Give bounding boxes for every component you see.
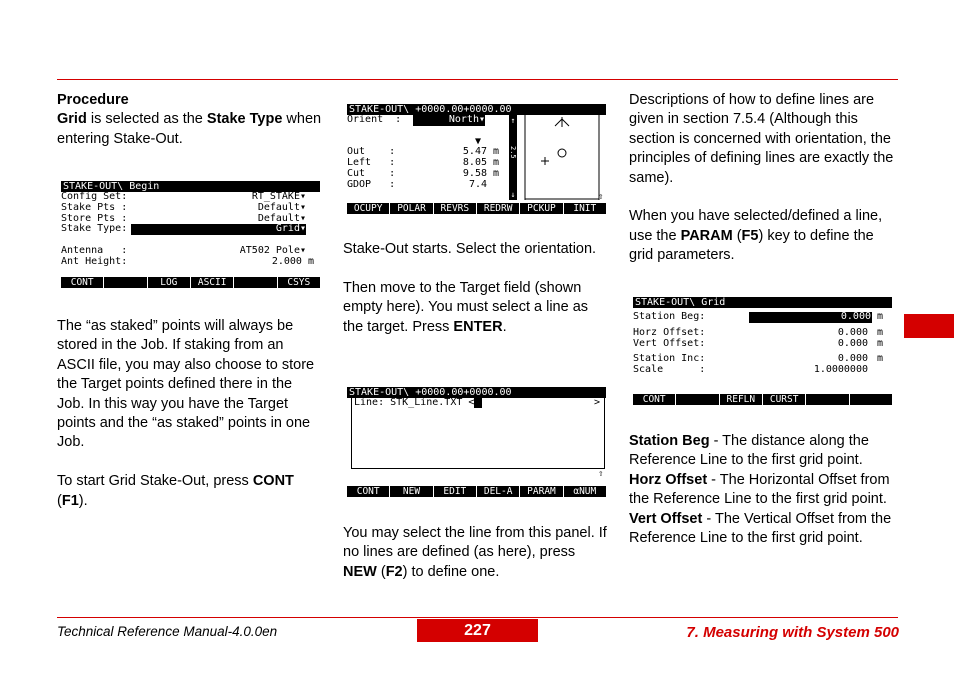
screen2-row: Out : 5.47 m — [347, 146, 500, 158]
plot-scale-label: 2.5 — [509, 146, 517, 159]
col2-paragraph-1: Stake-Out starts. Select the orientation. — [343, 241, 597, 257]
screen3-function-keys — [347, 486, 606, 497]
column-2-lower — [343, 524, 611, 582]
fkey-refln[interactable]: REFLN — [720, 394, 763, 405]
screen1-row: Config Set: RT_STAKE▾ — [61, 191, 306, 202]
station-beg-selected[interactable]: 0.000 — [749, 312, 872, 323]
screen1-row: Stake Pts : Default▾ — [61, 201, 306, 213]
col3-paragraph-2: When you have selected/defined a line, use the PARAM (F5) key to define the grid parameters. — [629, 208, 883, 264]
vert-offset-definition: Vert Offset - The Vertical Offset from the Reference Line to the first grid point. — [629, 510, 892, 547]
fkey-log[interactable]: LOG — [148, 277, 191, 288]
screen1-row: Store Pts : Default▾ — [61, 212, 306, 224]
down-arrow-icon: ▼ — [475, 135, 482, 147]
fkey-cont[interactable]: CONT — [633, 394, 676, 405]
screen-stakeout-orient — [347, 104, 606, 204]
fkey-redrw[interactable]: REDRW — [477, 203, 520, 214]
screen2-row: Cut : 9.58 m — [347, 167, 500, 179]
page-number: 227 — [417, 619, 538, 642]
screen2-row: GDOP : 7.4 — [347, 178, 487, 190]
fkey-init[interactable]: INIT — [564, 203, 606, 214]
fkey-curst[interactable]: CURST — [763, 394, 806, 405]
screen1-row: Ant Height: 2.000 m — [61, 255, 314, 267]
screen3-title: STAKE-OUT\ +0000.00+0000.00 — [347, 387, 606, 398]
column-3 — [629, 91, 899, 266]
fkey-ocupy[interactable]: OCUPY — [347, 203, 390, 214]
col3-paragraph-1: Descriptions of how to define lines are given in section 7.5.4 (Although this section is concerned with orientation, the principles of defining lines are exactly the same). — [629, 92, 894, 186]
column-3-lower — [629, 432, 899, 548]
fkey-csys[interactable]: CSYS — [278, 277, 320, 288]
orient-selected[interactable]: North▾ — [413, 115, 485, 126]
screen1-title: STAKE-OUT\ Begin — [61, 181, 320, 192]
screen4-title: STAKE-OUT\ Grid — [633, 297, 892, 308]
screen4-row: Station Inc: 0.000 m — [633, 353, 884, 365]
column-1-lower — [57, 317, 322, 511]
screen2-row: Left : 8.05 m — [347, 157, 500, 169]
screen2-title: STAKE-OUT\ +0000.00+0000.00 — [347, 104, 606, 115]
stakeout-plot — [509, 115, 606, 200]
fkey-alpha-num[interactable]: αNUM — [564, 486, 606, 497]
col1-paragraph-2: The “as staked” points will always be stored in the Job. If staking from an ASCII file, you may also choose to store the Target points defined there in the Job. In this way you have the Target points and the “as staked” points in one Job. — [57, 318, 315, 451]
fkey-param[interactable]: PARAM — [520, 486, 563, 497]
fkey-cont[interactable]: CONT — [347, 486, 390, 497]
screen2-function-keys — [347, 203, 606, 214]
col2-paragraph-2: Then move to the Target field (shown empty here). You must select a line as the target. Press ENTER. — [343, 279, 589, 335]
fkey-edit[interactable]: EDIT — [434, 486, 477, 497]
svg-text:↑: ↑ — [510, 116, 516, 125]
col1-paragraph-1: Grid is selected as the Stake Type when entering Stake-Out. — [57, 111, 322, 147]
screen4-row: Vert Offset: 0.000 m — [633, 337, 884, 349]
horz-offset-definition: Horz Offset - The Horizontal Offset from the Reference Line to the first grid point. — [629, 471, 890, 508]
col2-paragraph-3: You may select the line from this panel. If no lines are defined (as here), press NEW (F2) to define one. — [343, 525, 607, 580]
fkey-ascii[interactable]: ASCII — [191, 277, 234, 288]
fkey-del-a[interactable]: DEL-A — [477, 486, 520, 497]
screen-stakeout-begin — [61, 181, 320, 268]
scroll-up-icon: ⇧ — [598, 469, 604, 479]
scroll-up-icon: ⇧ — [598, 192, 604, 202]
top-rule — [57, 79, 898, 80]
stake-type-selected[interactable]: Grid▾ — [131, 224, 306, 235]
screen1-row: Antenna : AT502 Pole▾ — [61, 244, 306, 256]
fkey-f5[interactable] — [806, 394, 849, 405]
bottom-rule — [57, 617, 898, 618]
fkey-revrs[interactable]: REVRS — [434, 203, 477, 214]
screen4-function-keys — [633, 394, 892, 405]
column-2 — [343, 240, 611, 337]
screen4-row: Horz Offset: 0.000 m — [633, 326, 884, 338]
fkey-f2[interactable] — [676, 394, 719, 405]
screen4-row: Scale : 1.0000000 — [633, 364, 868, 376]
screen1-row: Stake Type: Grid▾ — [61, 223, 306, 235]
fkey-f6[interactable] — [850, 394, 892, 405]
manual-title: Technical Reference Manual-4.0.0en — [57, 624, 278, 639]
screen-stakeout-grid — [633, 297, 892, 376]
chapter-tab-marker — [904, 314, 954, 338]
chapter-title: 7. Measuring with System 500 — [686, 624, 899, 641]
fkey-f2[interactable] — [104, 277, 147, 288]
col1-paragraph-3: To start Grid Stake-Out, press CONT (F1). — [57, 473, 294, 509]
station-beg-definition: Station Beg - The distance along the Reference Line to the first grid point. — [629, 433, 869, 469]
screen-line-select — [347, 387, 606, 483]
fkey-f5[interactable] — [234, 277, 277, 288]
line-select-panel — [351, 398, 605, 469]
fkey-cont[interactable]: CONT — [61, 277, 104, 288]
fkey-new[interactable]: NEW — [390, 486, 433, 497]
line-select-row[interactable]: Line: STK_Line.TXT < > — [354, 397, 600, 408]
screen1-function-keys — [61, 277, 320, 288]
fkey-pckup[interactable]: PCKUP — [520, 203, 563, 214]
column-1 — [57, 91, 322, 149]
procedure-heading: Procedure — [57, 92, 129, 108]
screen2-orient-row: Orient : North▾ — [347, 114, 485, 125]
screen4-row: Station Beg: 0.000 m — [633, 311, 884, 322]
svg-text:↓: ↓ — [510, 190, 516, 199]
fkey-polar[interactable]: POLAR — [390, 203, 433, 214]
